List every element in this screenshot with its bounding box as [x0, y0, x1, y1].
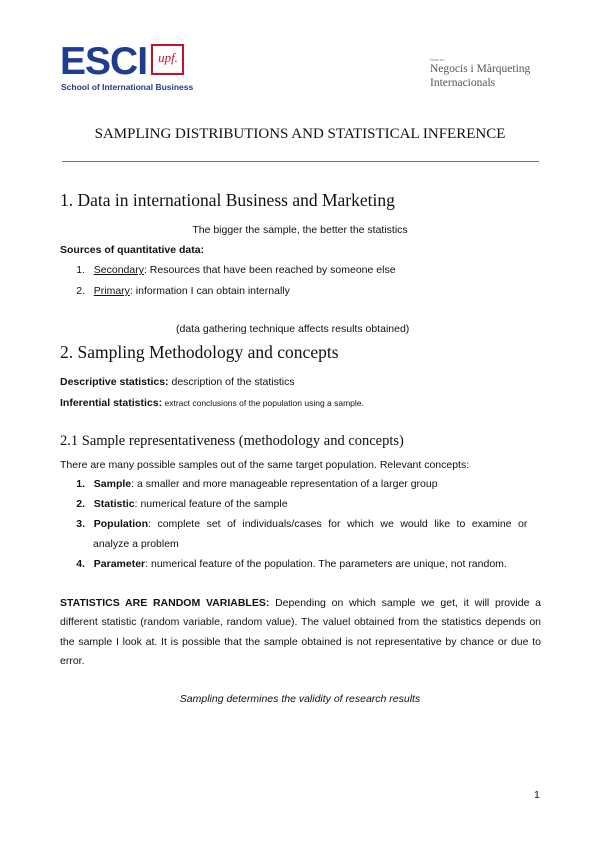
closing-statement: Sampling determines the validity of research results	[179, 693, 421, 705]
list-text: : Resources that have been reached by someone else	[143, 264, 396, 276]
data-gathering-note: (data gathering technique affects results obtained)	[176, 323, 410, 335]
list-item	[71, 498, 288, 511]
section-2-heading: 2. Sampling Methodology and concepts	[60, 342, 339, 362]
descriptive-text: description of the statistics	[168, 376, 295, 388]
esci-logo: ESCI	[60, 40, 148, 83]
right-logo-line1: Negocis i Màrqueting	[430, 63, 531, 75]
list-item	[71, 478, 438, 491]
list-number: 2.	[76, 498, 85, 510]
list-item	[71, 285, 290, 298]
section-2-1-intro: There are many possible samples out of the same target population. Relevant concepts:	[60, 459, 470, 471]
upf-logo: upf.	[158, 50, 178, 65]
list-number: 1.	[76, 478, 85, 490]
random-variables-label: STATISTICS ARE RANDOM VARIABLES:	[60, 597, 270, 609]
esci-subtitle: School of International Business	[61, 82, 194, 92]
descriptive-statistics	[60, 376, 295, 389]
section-2-1-heading: 2.1 Sample representativeness (methodology and concepts)	[60, 433, 404, 449]
list-text: : a smaller and more manageable representation of a larger group	[131, 478, 438, 490]
section-1-tagline: The bigger the sample, the better the statistics	[192, 224, 408, 236]
inferential-statistics	[60, 397, 364, 410]
random-variables-paragraph	[60, 594, 541, 671]
list-text: : information I can obtain internally	[129, 285, 290, 297]
list-item	[71, 558, 507, 571]
list-term: Sample	[93, 478, 132, 490]
list-item	[71, 264, 396, 277]
list-term: Parameter	[93, 558, 146, 570]
section-1-heading: 1. Data in international Business and Marketing	[60, 190, 395, 210]
right-logo-caption: Grau en	[430, 57, 445, 62]
list-text: : numerical feature of the sample	[134, 498, 288, 510]
list-text: : numerical feature of the population. The parameters are unique, not random.	[145, 558, 507, 570]
inferential-text: extract conclusions of the population using a sample.	[162, 398, 364, 408]
list-term: Population	[93, 518, 149, 530]
list-term: Primary	[93, 285, 130, 297]
inferential-label: Inferential statistics:	[60, 397, 163, 409]
document-title: SAMPLING DISTRIBUTIONS AND STATISTICAL INFERENCE	[94, 126, 506, 142]
sources-label: Sources of quantitative data:	[60, 244, 205, 256]
page-number: 1	[534, 789, 540, 801]
right-logo-line2: Internacionals	[430, 77, 496, 89]
list-number: 1.	[76, 264, 85, 276]
list-item-continuation: analyze a problem	[93, 538, 179, 550]
descriptive-label: Descriptive statistics:	[60, 376, 169, 388]
list-number: 2.	[76, 285, 85, 297]
title-divider	[62, 161, 539, 162]
list-number: 4.	[76, 558, 85, 570]
list-term: Statistic	[93, 498, 135, 510]
list-item	[71, 518, 541, 531]
list-text: : complete set of individuals/cases for which we would like to examine or	[148, 518, 528, 530]
random-variables-text: Depending on which sample we get, it will provide a different statistic (random variable, random value). The valuel obtained from the statistics depends on the sample I look at. It is possible that the sample obtained is not representative by chance or due to error.	[60, 597, 541, 667]
list-term: Secondary	[93, 264, 144, 276]
list-number: 3.	[76, 518, 85, 530]
